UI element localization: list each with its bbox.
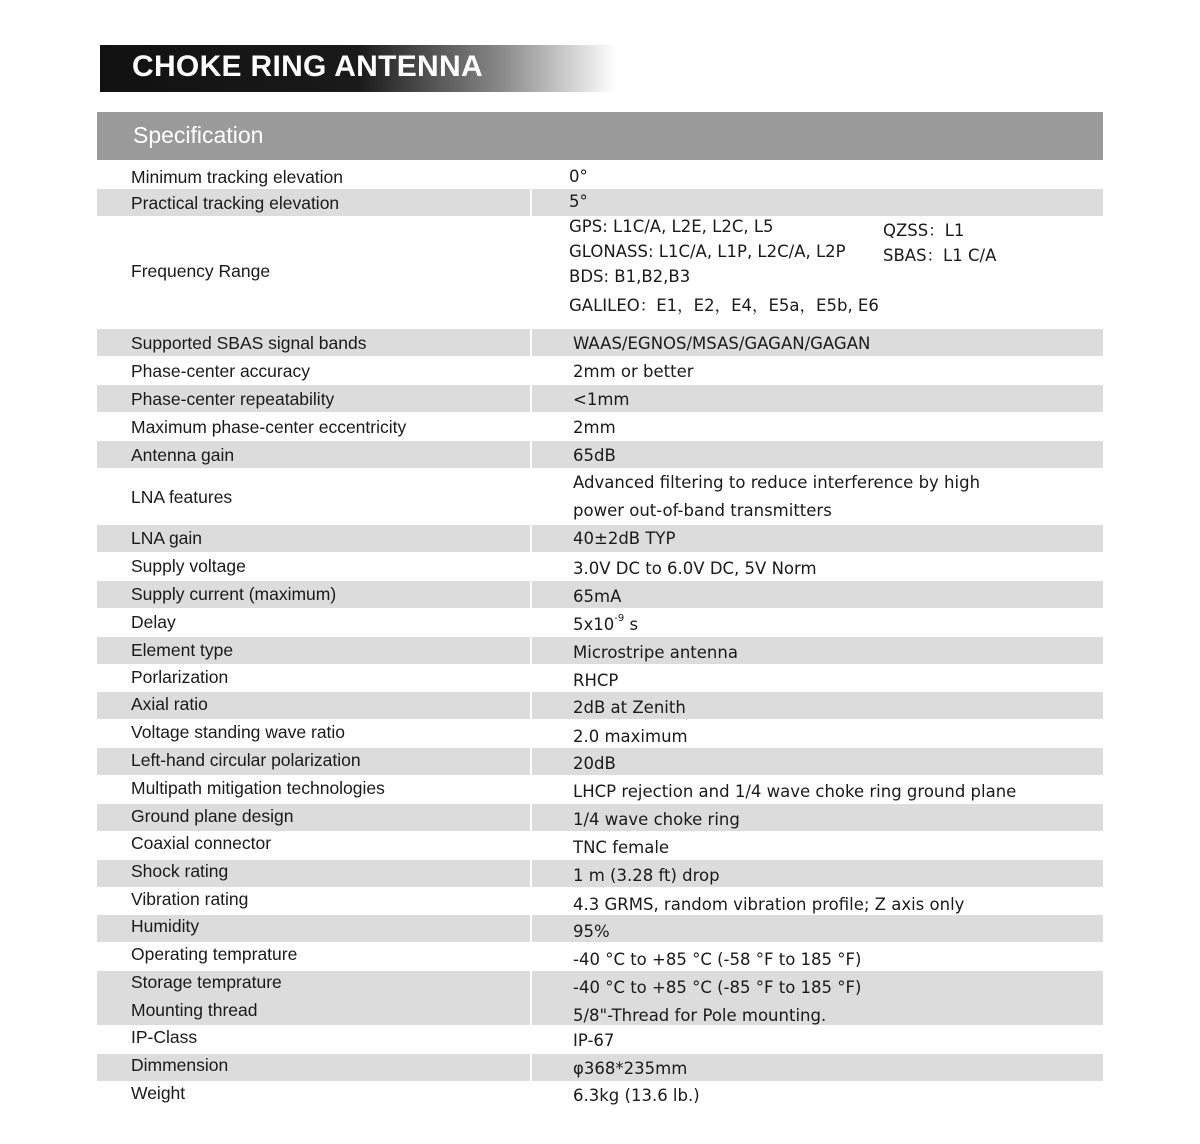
spec-value-line2: power out-of-band transmitters [573, 501, 832, 520]
spec-value: WAAS/EGNOS/MSAS/GAGAN/GAGAN [573, 334, 871, 353]
column-divider [530, 441, 532, 468]
spec-value: φ368*235mm [573, 1059, 688, 1078]
spec-label: LNA features [131, 487, 233, 507]
spec-value: 4.3 GRMS, random vibration profile; Z axis only [573, 895, 965, 914]
column-divider [530, 748, 532, 775]
spec-label: Coaxial connector [131, 833, 272, 853]
spec-value: -40 °C to +85 °C (-58 °F to 185 °F) [573, 950, 862, 969]
spec-label: Operating temprature [131, 944, 298, 964]
spec-label: Axial ratio [131, 694, 208, 714]
column-divider [530, 329, 532, 356]
spec-row [97, 665, 1103, 692]
spec-row [97, 943, 1103, 970]
spec-row [97, 776, 1103, 803]
spec-label: Porlarization [131, 667, 229, 687]
spec-label: Maximum phase-center eccentricity [131, 417, 407, 437]
spec-value: -40 °C to +85 °C (-85 °F to 185 °F) [573, 978, 862, 997]
spec-value: 40±2dB TYP [573, 529, 676, 548]
column-divider [530, 637, 532, 664]
spec-value: LHCP rejection and 1/4 wave choke ring ground plane [573, 782, 1017, 801]
spec-label: Supply current (maximum) [131, 584, 337, 604]
spec-label: Phase-center repeatability [131, 389, 335, 409]
column-divider [530, 189, 532, 216]
frequency-line: GALILEO：E1，E2，E4，E5a，E5b, E6 [569, 296, 879, 315]
spec-row-frequency-range [97, 216, 1103, 327]
spec-label: Mounting thread [131, 1000, 258, 1020]
spec-row [97, 553, 1103, 580]
spec-row [97, 637, 1103, 664]
spec-label: Minimum tracking elevation [131, 167, 344, 187]
spec-label: Supported SBAS signal bands [131, 333, 367, 353]
spec-value-unit: s [624, 615, 639, 634]
spec-value: 1 m (3.28 ft) drop [573, 866, 720, 885]
frequency-line: SBAS：L1 C/A [883, 246, 997, 265]
spec-value-base: 5x10 [573, 615, 615, 634]
column-divider [530, 860, 532, 887]
spec-row [97, 164, 1103, 188]
frequency-line: GPS: L1C/A, L2E, L2C, L5 [569, 217, 774, 236]
spec-row [97, 1082, 1103, 1109]
page-title: CHOKE RING ANTENNA [132, 50, 483, 83]
spec-row [97, 189, 1103, 216]
spec-row [97, 692, 1103, 719]
spec-row [97, 385, 1103, 412]
spec-value-exponent: -9 [614, 613, 625, 624]
spec-label: Practical tracking elevation [131, 193, 340, 213]
spec-value: 6.3kg (13.6 lb.) [573, 1086, 700, 1105]
spec-label: Shock rating [131, 861, 229, 881]
spec-label: Antenna gain [131, 445, 235, 465]
title-banner [100, 45, 616, 92]
spec-row [97, 441, 1103, 468]
section-header [97, 112, 1103, 160]
spec-row [97, 720, 1103, 747]
spec-value: 1/4 wave choke ring [573, 810, 740, 829]
spec-row [97, 804, 1103, 831]
spec-label: Delay [131, 612, 176, 632]
spec-row [97, 609, 1103, 636]
spec-value: 2mm or better [573, 362, 694, 381]
spec-value: 95% [573, 922, 610, 941]
spec-row [97, 999, 1103, 1026]
spec-row [97, 832, 1103, 859]
column-divider [530, 385, 532, 412]
column-divider [530, 1054, 532, 1081]
spec-label: Element type [131, 640, 234, 660]
column-divider [530, 581, 532, 608]
spec-value: Advanced filtering to reduce interference by high [573, 473, 981, 492]
spec-row [97, 413, 1103, 440]
spec-row [97, 860, 1103, 887]
spec-label: Supply voltage [131, 556, 246, 576]
spec-row [97, 525, 1103, 552]
spec-value: RHCP [573, 671, 619, 690]
column-divider [530, 525, 532, 552]
spec-value: 0° [569, 167, 588, 186]
spec-value: 5/8"-Thread for Pole mounting. [573, 1006, 827, 1025]
spec-label: Left-hand circular polarization [131, 750, 361, 770]
spec-label: Multipath mitigation technologies [131, 778, 385, 798]
spec-row [97, 357, 1103, 384]
spec-label: Humidity [131, 916, 200, 936]
spec-value: 2mm [573, 418, 616, 437]
spec-value: 65dB [573, 446, 616, 465]
spec-label: Vibration rating [131, 889, 249, 909]
spec-label: Voltage standing wave ratio [131, 722, 346, 742]
spec-label: LNA gain [131, 528, 203, 548]
spec-label: Storage temprature [131, 972, 282, 992]
spec-label: IP-Class [131, 1027, 198, 1047]
spec-row [97, 469, 1103, 522]
spec-value: 2.0 maximum [573, 727, 688, 746]
spec-row [97, 1054, 1103, 1081]
column-divider [530, 915, 532, 942]
spec-label: Weight [131, 1083, 186, 1103]
spec-value: TNC female [573, 838, 670, 857]
spec-value: 20dB [573, 754, 616, 773]
spec-label: Phase-center accuracy [131, 361, 310, 381]
spec-label: Frequency Range [131, 261, 271, 281]
frequency-line: BDS: B1,B2,B3 [569, 267, 691, 286]
spec-value [573, 615, 638, 634]
section-header-label: Specification [133, 122, 264, 148]
spec-row [97, 1027, 1103, 1053]
spec-value: 5° [569, 192, 588, 211]
spec-row [97, 329, 1103, 356]
spec-value: <1mm [573, 390, 630, 409]
spec-value: Microstripe antenna [573, 643, 738, 662]
frequency-line: GLONASS: L1C/A, L1P, L2C/A, L2P [569, 242, 846, 261]
spec-value: IP-67 [573, 1031, 615, 1050]
spec-row [97, 748, 1103, 775]
frequency-line: QZSS：L1 [883, 221, 965, 240]
spec-row [97, 915, 1103, 942]
spec-label: Dimmension [131, 1055, 229, 1075]
spec-row [97, 888, 1103, 915]
spec-label: Ground plane design [131, 806, 294, 826]
spec-value: 2dB at Zenith [573, 698, 686, 717]
spec-value: 3.0V DC to 6.0V DC, 5V Norm [573, 559, 817, 578]
spec-value: 65mA [573, 587, 622, 606]
column-divider [530, 804, 532, 831]
spec-row [97, 581, 1103, 608]
column-divider [530, 692, 532, 719]
